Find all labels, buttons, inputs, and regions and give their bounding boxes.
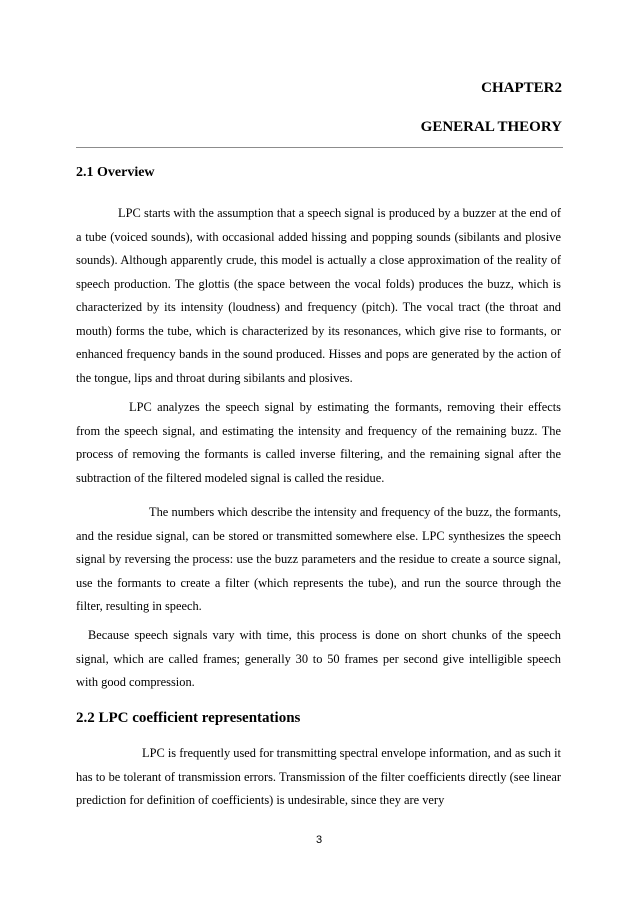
- page-number: 3: [315, 834, 323, 846]
- paragraph: The numbers which describe the intensity and frequency of the buzz, the formants, and the residue signal, can be stored or transmitted somewhere else. LPC synthesizes the speech signal by reversing the process: use the buzz parameters and the residue to create a source signal, use the formants to create a filter (which represents the tube), and run the source through the filter, resulting in speech.: [76, 505, 561, 613]
- paragraph: Because speech signals vary with time, this process is done on short chunks of the speech signal, which are called frames; generally 30 to 50 frames per second give intelligible speech with good compression.: [76, 628, 561, 689]
- chapter-title: GENERAL THEORY: [420, 119, 562, 135]
- paragraph: LPC is frequently used for transmitting spectral envelope information, and as such it has to be tolerant of transmission errors. Transmission of the filter coefficients directly (see linear prediction for definition of coefficients) is undesirable, since they are very: [76, 746, 561, 807]
- section-heading-overview: 2.1 Overview: [76, 165, 155, 180]
- paragraph: LPC analyzes the speech signal by estimating the formants, removing their effects from the speech signal, and estimating the intensity and frequency of the remaining buzz. The process of removing the formants is called inverse filtering, and the remaining signal after the subtraction of the filtered modeled signal is called the residue.: [76, 400, 561, 485]
- paragraph: LPC starts with the assumption that a speech signal is produced by a buzzer at the end of a tube (voiced sounds), with occasional added hissing and popping sounds (sibilants and plosive sounds). Although apparently crude, this model is actually a close approximation of the reality of speech production. The glottis (the space between the vocal folds) produces the buzz, which is characterized by its intensity (loudness) and frequency (pitch). The vocal tract (the throat and mouth) forms the tube, which is characterized by its resonances, which give rise to formants, or enhanced frequency bands in the sound produced. Hisses and pops are generated by the action of the tongue, lips and throat during sibilants and plosives.: [76, 206, 561, 385]
- chapter-number: CHAPTER2: [481, 80, 562, 96]
- section-heading-lpc-coefficient-representations: 2.2 LPC coefficient representations: [76, 710, 301, 726]
- header-divider: [76, 147, 563, 148]
